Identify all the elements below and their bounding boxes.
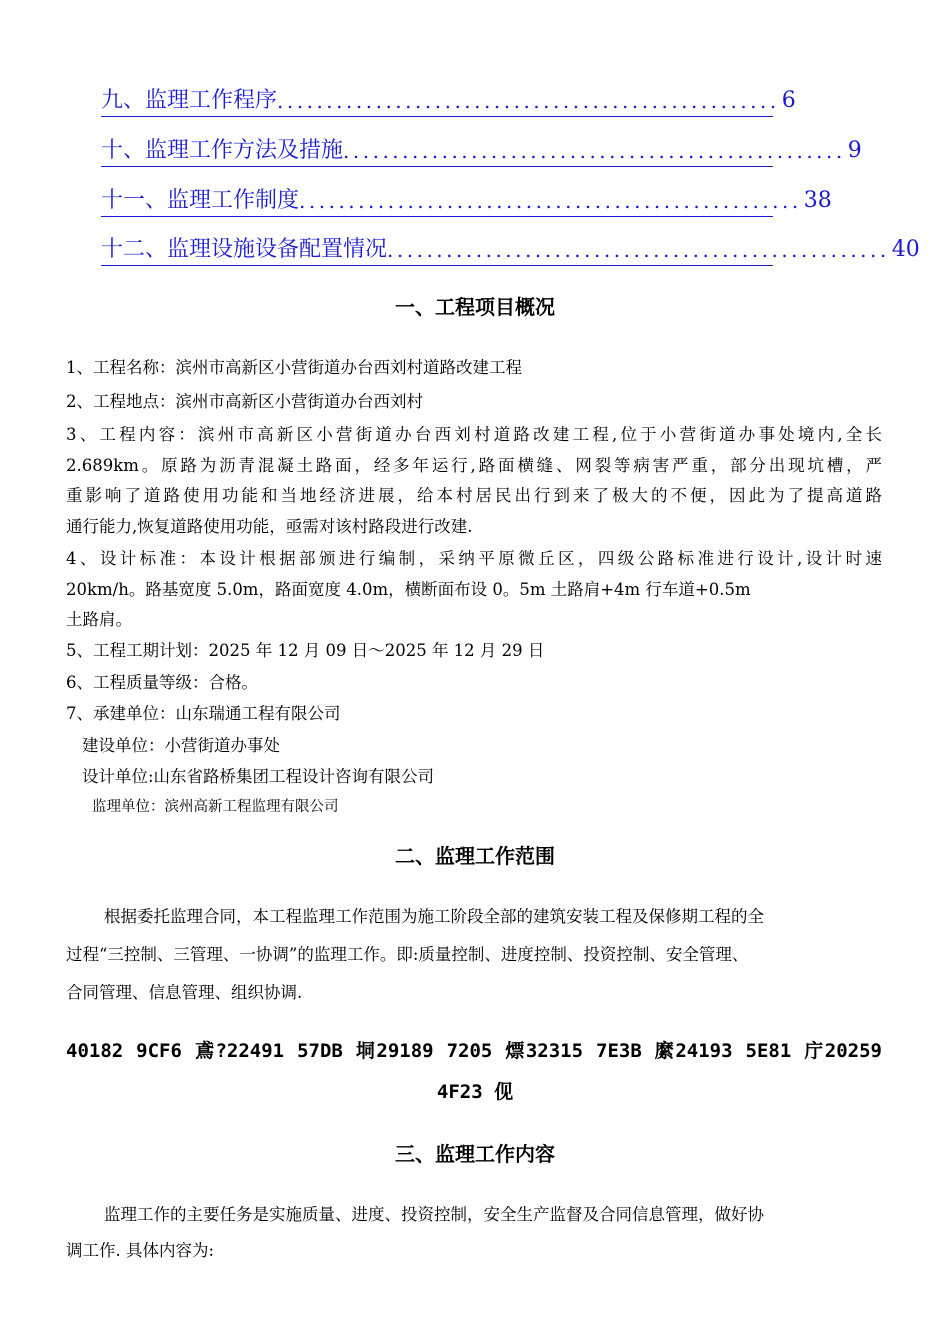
project-content-line: 3、工程内容：滨州市高新区小营街道办台西刘村道路改建工程,位于小营街道办事处境内,全长 [66, 425, 882, 444]
quality-grade: 6、工程质量等级：合格。 [66, 673, 258, 692]
garbled-text-line: 4F23 伣 [436, 1081, 514, 1103]
scope-paragraph-line: 合同管理、信息管理、组织协调. [66, 983, 303, 1002]
design-unit: 设计单位:山东省路桥集团工程设计咨询有限公司 [82, 767, 435, 786]
toc-link-12[interactable] [101, 233, 920, 266]
toc-title: 十二、监理设施设备配置情况 [101, 237, 388, 262]
section-heading-content: 三、监理工作内容 [395, 1142, 555, 1166]
scope-paragraph-line: 根据委托监理合同，本工程监理工作范围为施工阶段全部的建筑安装工程及保修期工程的全 [104, 907, 764, 926]
contractor: 7、承建单位：山东瑞通工程有限公司 [66, 704, 341, 723]
construction-period: 5、工程工期计划：2025 年 12 月 09 日～2025 年 12 月 29 日 [66, 641, 545, 660]
toc-page: 40 [891, 237, 920, 262]
supervision-unit: 监理单位：滨州高新工程监理有限公司 [92, 799, 339, 815]
toc-title: 十一、监理工作制度 [101, 188, 300, 213]
toc-page: 6 [781, 88, 796, 113]
section-heading-overview: 一、工程项目概况 [395, 295, 555, 319]
content-paragraph-line: 监理工作的主要任务是实施质量、进度、投资控制，安全生产监督及合同信息管理，做好协 [104, 1205, 764, 1224]
project-content-line: 重影响了道路使用功能和当地经济进展，给本村居民出行到来了极大的不便，因此为了提高道路 [66, 486, 882, 505]
design-standard-line: 4、设计标准：本设计根据部颁进行编制，采纳平原微丘区，四级公路标准进行设计,设计时速 [66, 549, 882, 568]
toc-title: 九、监理工作程序 [101, 88, 278, 113]
owner-unit: 建设单位：小营街道办事处 [82, 736, 280, 755]
project-content-line: 2.689km。原路为沥青混凝土路面，经多年运行,路面横缝、网裂等病害严重，部分出现坑槽，严 [66, 456, 882, 475]
scope-paragraph-line: 过程“三控制、三管理、一协调”的监理工作。即:质量控制、进度控制、投资控制、安全管理、 [66, 945, 749, 964]
toc-leader: ................................................... [299, 189, 802, 213]
garbled-text-line: 40182 9CF6 鳶?22491 57DB 垌29189 7205 熛32315 7E3B 縻24193 5E81 庁20259 [66, 1040, 882, 1062]
toc-page: 38 [803, 188, 832, 213]
toc-leader: ................................................... [387, 238, 890, 262]
design-standard-line: 20km/h。路基宽度 5.0m，路面宽度 4.0m，横断面布设 0。5m 土路肩+4m 行车道+0.5m [66, 580, 751, 599]
project-name: 1、工程名称：滨州市高新区小营街道办台西刘村道路改建工程 [66, 358, 522, 377]
design-standard-line: 土路肩。 [66, 610, 132, 629]
project-content-line: 通行能力,恢复道路使用功能，亟需对该村路段进行改建. [66, 517, 473, 536]
toc-leader: ................................................... [277, 89, 780, 113]
toc-link-11[interactable] [101, 184, 832, 217]
toc-title: 十、监理工作方法及措施 [101, 138, 344, 163]
project-location: 2、工程地点：滨州市高新区小营街道办台西刘村 [66, 392, 423, 411]
toc-link-10[interactable] [101, 134, 862, 167]
toc-page: 9 [847, 138, 862, 163]
section-heading-scope: 二、监理工作范围 [395, 844, 555, 868]
toc-link-9[interactable] [101, 84, 796, 117]
toc-leader: ................................................... [343, 139, 846, 163]
content-paragraph-line: 调工作. 具体内容为: [66, 1241, 215, 1260]
